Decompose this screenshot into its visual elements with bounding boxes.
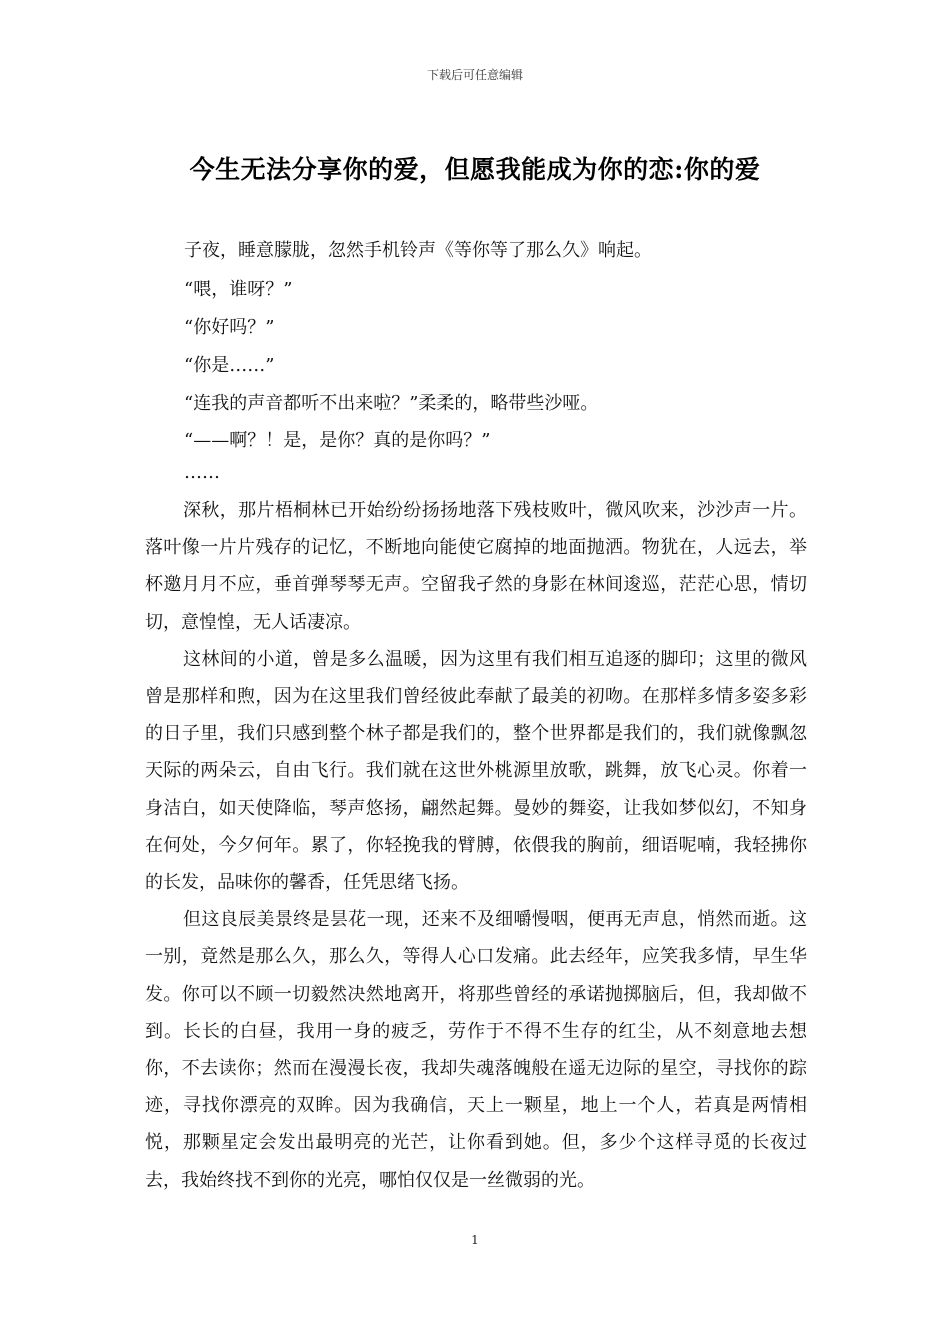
dialogue-line: “喂，谁呀？”	[184, 279, 293, 300]
dialogue-line: “——啊？！是，是你？真的是你吗？”	[184, 430, 491, 451]
dialogue-line: 子夜，睡意朦胧，忽然手机铃声《等你等了那么久》响起。	[184, 240, 652, 261]
dialogue-line: “连我的声音都听不出来啦？”柔柔的，略带些沙哑。	[184, 393, 599, 414]
body-paragraph: 但这良辰美景终是昙花一现，还来不及细嚼慢咽，便再无声息，悄然而逝。这一别，竟然是那么久，那么久，等得人心口发痛。此去经年，应笑我多情，早生华发。你可以不顾一切毅然决然地离开，将那些曾经的承诺抛掷脑后，但，我却做不到。长长的白昼，我用一身的疲乏，劳作于不得不生存的红尘，从不刻意地去想你，不去读你；然而在漫漫长夜，我却失魂落魄般在遥无边际的星空，寻找你的踪迹，寻找你漂亮的双眸。因为我确信，天上一颗星，地上一个人，若真是两情相悦，那颗星定会发出最明亮的光芒，让你看到她。但，多少个这样寻觅的长夜过去，我始终找不到你的光亮，哪怕仅仅是一丝微弱的光。	[145, 909, 807, 1191]
body-paragraph: 这林间的小道，曾是多么温暖，因为这里有我们相互追逐的脚印；这里的微风曾是那样和煦，因为在这里我们曾经彼此奉献了最美的初吻。在那样多情多姿多彩的日子里，我们只感到整个林子都是我们的，整个世界都是我们的，我们就像飘忽天际的两朵云，自由飞行。我们就在这世外桃源里放歌，跳舞，放飞心灵。你着一身洁白，如天使降临，琴声悠扬，翩然起舞。曼妙的舞姿，让我如梦似幻，不知身在何处，今夕何年。累了，你轻挽我的臂膊，依偎我的胸前，细语呢喃，我轻拂你的长发，品味你的馨香，任凭思绪飞扬。	[145, 648, 807, 894]
page-number: 1	[471, 1233, 479, 1247]
dialogue-line: “你是……”	[184, 355, 275, 376]
article-body	[145, 492, 807, 1199]
body-paragraph: 深秋，那片梧桐林已开始纷纷扬扬地落下残枝败叶，微风吹来，沙沙声一片。落叶像一片片残存的记忆，不断地向能使它腐掉的地面抛洒。物犹在，人远去，举杯邀月月不应，垂首弹琴琴无声。空留我孑然的身影在林间逡巡，茫茫心思，情切切，意惶惶，无人话凄凉。	[145, 500, 807, 633]
document-title: 今生无法分享你的爱，但愿我能成为你的恋:你的爱	[189, 155, 761, 184]
header-note: 下载后可任意编辑	[426, 68, 523, 82]
dialogue-ellipsis: ……	[184, 462, 220, 483]
dialogue-line: “你好吗？”	[184, 317, 275, 338]
